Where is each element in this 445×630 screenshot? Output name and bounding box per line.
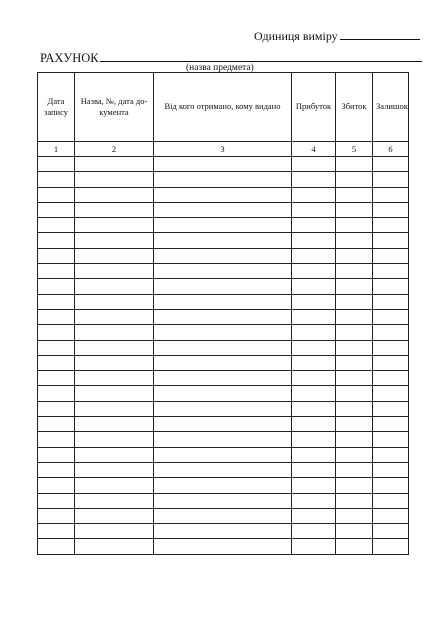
table-row (38, 202, 409, 217)
table-cell[interactable] (75, 478, 154, 493)
table-cell[interactable] (38, 508, 75, 523)
table-cell[interactable] (373, 279, 409, 294)
table-row (38, 233, 409, 248)
table-cell[interactable] (38, 417, 75, 432)
table-cell[interactable] (336, 401, 373, 416)
table-cell[interactable] (154, 248, 292, 263)
table-cell[interactable] (373, 187, 409, 202)
table-cell[interactable] (292, 386, 336, 401)
table-cell[interactable] (38, 248, 75, 263)
column-number: 3 (154, 142, 292, 157)
table-cell[interactable] (75, 371, 154, 386)
table-cell[interactable] (154, 340, 292, 355)
table-cell[interactable] (373, 340, 409, 355)
table-cell[interactable] (373, 447, 409, 462)
table-cell[interactable] (373, 325, 409, 340)
table-cell[interactable] (336, 187, 373, 202)
table-cell[interactable] (38, 233, 75, 248)
table-cell[interactable] (154, 325, 292, 340)
table-cell[interactable] (336, 432, 373, 447)
table-cell[interactable] (38, 447, 75, 462)
column-number: 6 (373, 142, 409, 157)
table-cell[interactable] (38, 294, 75, 309)
table-cell[interactable] (336, 447, 373, 462)
table-cell[interactable] (38, 462, 75, 477)
table-row (38, 172, 409, 187)
table-cell[interactable] (292, 417, 336, 432)
table-cell[interactable] (373, 401, 409, 416)
table-cell[interactable] (154, 447, 292, 462)
table-cell[interactable] (292, 279, 336, 294)
table-cell[interactable] (75, 264, 154, 279)
table-row (38, 462, 409, 477)
table-cell[interactable] (38, 478, 75, 493)
table-cell[interactable] (154, 386, 292, 401)
table-cell[interactable] (336, 340, 373, 355)
table-cell[interactable] (336, 202, 373, 217)
table-cell[interactable] (38, 309, 75, 324)
table-cell[interactable] (75, 202, 154, 217)
table-cell[interactable] (154, 462, 292, 477)
table-cell[interactable] (373, 478, 409, 493)
table-row (38, 401, 409, 416)
ledger-table (37, 72, 409, 555)
table-cell[interactable] (292, 340, 336, 355)
table-cell[interactable] (292, 524, 336, 539)
table-cell[interactable] (75, 248, 154, 263)
column-number-row (38, 142, 409, 157)
table-cell[interactable] (373, 309, 409, 324)
table-cell[interactable] (336, 309, 373, 324)
table-cell[interactable] (292, 447, 336, 462)
table-cell[interactable] (292, 371, 336, 386)
table-cell[interactable] (292, 233, 336, 248)
table-row (38, 386, 409, 401)
table-cell[interactable] (373, 202, 409, 217)
table-cell[interactable] (154, 264, 292, 279)
table-row (38, 371, 409, 386)
table-cell[interactable] (336, 264, 373, 279)
table-cell[interactable] (75, 355, 154, 370)
table-row (38, 417, 409, 432)
table-cell[interactable] (154, 478, 292, 493)
table-row (38, 524, 409, 539)
table-row (38, 187, 409, 202)
table-cell[interactable] (154, 432, 292, 447)
table-cell[interactable] (75, 493, 154, 508)
column-header-income: Прибуток (292, 73, 336, 142)
table-cell[interactable] (38, 218, 75, 233)
table-cell[interactable] (292, 508, 336, 523)
column-header-record-date: Дата запису (38, 73, 75, 142)
table-cell[interactable] (336, 233, 373, 248)
table-cell[interactable] (292, 478, 336, 493)
table-cell[interactable] (292, 264, 336, 279)
table-cell[interactable] (154, 233, 292, 248)
table-cell[interactable] (292, 248, 336, 263)
table-cell[interactable] (292, 462, 336, 477)
table-cell[interactable] (373, 524, 409, 539)
table-cell[interactable] (38, 493, 75, 508)
table-cell[interactable] (38, 371, 75, 386)
table-cell[interactable] (154, 294, 292, 309)
table-row (38, 539, 409, 554)
table-cell[interactable] (373, 386, 409, 401)
table-cell[interactable] (75, 432, 154, 447)
table-cell[interactable] (292, 202, 336, 217)
table-cell[interactable] (154, 508, 292, 523)
table-cell[interactable] (75, 340, 154, 355)
table-cell[interactable] (154, 172, 292, 187)
column-number: 5 (336, 142, 373, 157)
table-cell[interactable] (38, 401, 75, 416)
table-cell[interactable] (38, 524, 75, 539)
table-cell[interactable] (373, 218, 409, 233)
table-cell[interactable] (373, 417, 409, 432)
table-cell[interactable] (154, 309, 292, 324)
table-row (38, 340, 409, 355)
column-header-document: Назва, №, дата до-кумента (75, 73, 154, 142)
table-cell[interactable] (373, 355, 409, 370)
table-cell[interactable] (38, 172, 75, 187)
table-cell[interactable] (336, 248, 373, 263)
column-number: 4 (292, 142, 336, 157)
table-cell[interactable] (154, 493, 292, 508)
subject-caption: (назва предмета) (186, 63, 254, 73)
table-cell[interactable] (38, 539, 75, 554)
table-cell[interactable] (75, 447, 154, 462)
table-cell[interactable] (373, 294, 409, 309)
table-cell[interactable] (154, 279, 292, 294)
column-header-loss: Збиток (336, 73, 373, 142)
table-cell[interactable] (292, 539, 336, 554)
table-cell[interactable] (292, 355, 336, 370)
table-cell[interactable] (292, 294, 336, 309)
table-cell[interactable] (38, 202, 75, 217)
table-cell[interactable] (336, 172, 373, 187)
column-header-balance: Залишок (373, 73, 409, 142)
table-cell[interactable] (336, 371, 373, 386)
table-cell[interactable] (336, 524, 373, 539)
table-row (38, 264, 409, 279)
table-cell[interactable] (292, 401, 336, 416)
table-cell[interactable] (75, 508, 154, 523)
table-cell[interactable] (336, 493, 373, 508)
account-label: РАХУНОК (40, 51, 99, 65)
table-cell[interactable] (38, 355, 75, 370)
table-cell[interactable] (75, 157, 154, 172)
table-row (38, 355, 409, 370)
table-cell[interactable] (75, 309, 154, 324)
table-cell[interactable] (336, 539, 373, 554)
column-header-counterparty: Від кого отримано, кому видано (154, 73, 292, 142)
table-cell[interactable] (154, 539, 292, 554)
table-cell[interactable] (336, 478, 373, 493)
table-row (38, 432, 409, 447)
table-cell[interactable] (373, 233, 409, 248)
table-cell[interactable] (336, 508, 373, 523)
table-cell[interactable] (75, 187, 154, 202)
table-cell[interactable] (292, 432, 336, 447)
table-cell[interactable] (75, 401, 154, 416)
table-cell[interactable] (373, 493, 409, 508)
table-cell[interactable] (336, 279, 373, 294)
table-cell[interactable] (336, 218, 373, 233)
table-cell[interactable] (75, 325, 154, 340)
table-cell[interactable] (292, 218, 336, 233)
table-row (38, 325, 409, 340)
table-row (38, 309, 409, 324)
table-row (38, 279, 409, 294)
table-cell[interactable] (75, 462, 154, 477)
table-cell[interactable] (38, 279, 75, 294)
header-row (38, 73, 409, 142)
table-cell[interactable] (154, 202, 292, 217)
table-row (38, 248, 409, 263)
table-cell[interactable] (154, 524, 292, 539)
table-cell[interactable] (336, 157, 373, 172)
column-number: 2 (75, 142, 154, 157)
table-cell[interactable] (154, 401, 292, 416)
table-cell[interactable] (154, 218, 292, 233)
table-cell[interactable] (292, 172, 336, 187)
table-cell[interactable] (154, 355, 292, 370)
table-cell[interactable] (373, 248, 409, 263)
table-cell[interactable] (38, 432, 75, 447)
table-cell[interactable] (373, 264, 409, 279)
column-number: 1 (38, 142, 75, 157)
table-cell[interactable] (336, 462, 373, 477)
table-cell[interactable] (292, 187, 336, 202)
unit-of-measure-label: Одиниця виміру (254, 29, 338, 43)
table-cell[interactable] (336, 417, 373, 432)
table-row (38, 478, 409, 493)
table-row (38, 447, 409, 462)
table-cell[interactable] (373, 539, 409, 554)
table-cell[interactable] (292, 325, 336, 340)
table-cell[interactable] (75, 539, 154, 554)
table-cell[interactable] (336, 355, 373, 370)
table-cell[interactable] (75, 233, 154, 248)
table-cell[interactable] (154, 417, 292, 432)
table-cell[interactable] (292, 157, 336, 172)
unit-of-measure-blank[interactable] (340, 28, 420, 40)
table-cell[interactable] (38, 386, 75, 401)
table-row (38, 508, 409, 523)
table-cell[interactable] (38, 187, 75, 202)
table-cell[interactable] (38, 157, 75, 172)
table-row (38, 218, 409, 233)
table-row (38, 294, 409, 309)
table-cell[interactable] (373, 172, 409, 187)
table-cell[interactable] (38, 264, 75, 279)
table-row (38, 157, 409, 172)
account-name-blank[interactable] (100, 50, 422, 62)
table-cell[interactable] (373, 508, 409, 523)
table-cell[interactable] (373, 462, 409, 477)
table-cell[interactable] (336, 294, 373, 309)
table-cell[interactable] (154, 371, 292, 386)
table-cell[interactable] (373, 432, 409, 447)
table-cell[interactable] (75, 417, 154, 432)
ledger-body (38, 157, 409, 555)
table-row (38, 493, 409, 508)
table-cell[interactable] (292, 309, 336, 324)
table-cell[interactable] (75, 172, 154, 187)
table-cell[interactable] (38, 340, 75, 355)
table-cell[interactable] (75, 524, 154, 539)
table-cell[interactable] (75, 279, 154, 294)
table-cell[interactable] (336, 325, 373, 340)
unit-of-measure-line (254, 28, 420, 44)
table-cell[interactable] (336, 386, 373, 401)
table-cell[interactable] (154, 157, 292, 172)
table-cell[interactable] (373, 157, 409, 172)
table-cell[interactable] (154, 187, 292, 202)
table-cell[interactable] (75, 218, 154, 233)
table-cell[interactable] (75, 386, 154, 401)
table-cell[interactable] (75, 294, 154, 309)
table-cell[interactable] (292, 493, 336, 508)
table-cell[interactable] (373, 371, 409, 386)
table-cell[interactable] (38, 325, 75, 340)
